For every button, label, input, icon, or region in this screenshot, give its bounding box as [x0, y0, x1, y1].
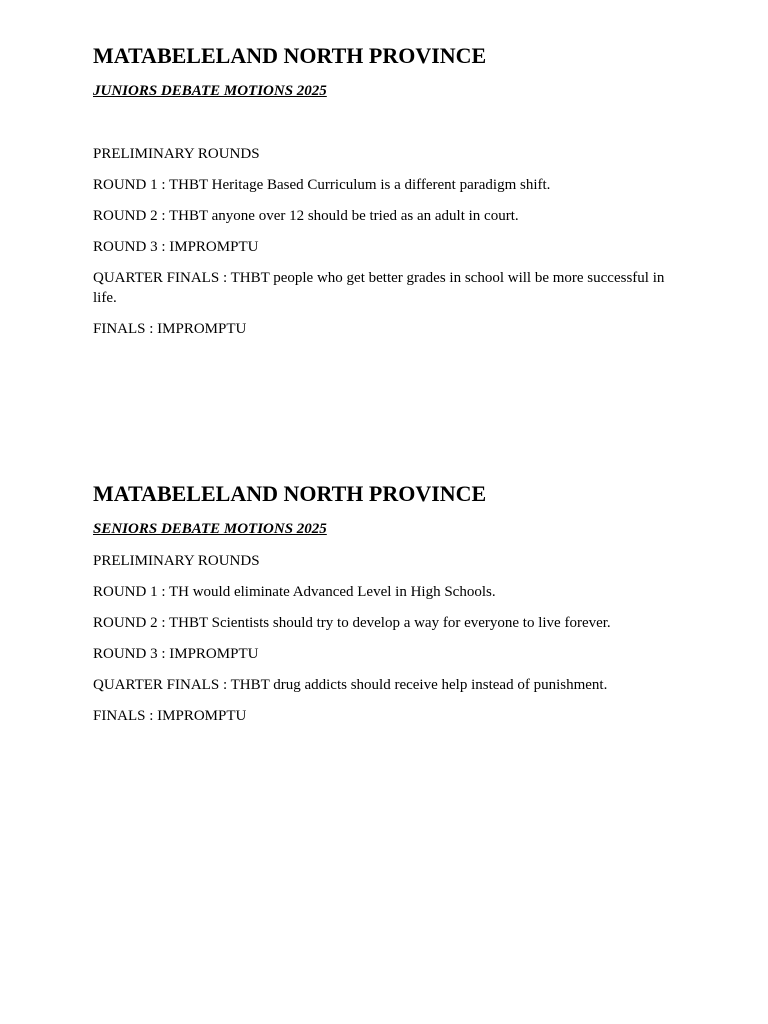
- juniors-motions-subheading: JUNIORS DEBATE MOTIONS 2025: [93, 83, 327, 99]
- finals-motion: FINALS : IMPROMPTU: [93, 321, 247, 337]
- juniors-section: [93, 42, 683, 339]
- round-1-motion: ROUND 1 : THBT Heritage Based Curriculum is a different paradigm shift.: [93, 177, 551, 193]
- round-1-motion: ROUND 1 : TH would eliminate Advanced Level in High Schools.: [93, 584, 496, 600]
- quarter-finals-motion: QUARTER FINALS : THBT drug addicts should receive help instead of punishment.: [93, 677, 608, 693]
- round-2-motion: ROUND 2 : THBT anyone over 12 should be tried as an adult in court.: [93, 208, 519, 224]
- round-3-motion: ROUND 3 : IMPROMPTU: [93, 239, 259, 255]
- seniors-motions-subheading: SENIORS DEBATE MOTIONS 2025: [93, 521, 327, 537]
- finals-motion: FINALS : IMPROMPTU: [93, 708, 247, 724]
- province-heading: MATABELELAND NORTH PROVINCE: [93, 43, 487, 68]
- quarter-finals-motion: QUARTER FINALS : THBT people who get better grades in school will be more successful in life.: [93, 270, 665, 306]
- preliminary-rounds-label: PRELIMINARY ROUNDS: [93, 146, 260, 162]
- seniors-section: [93, 480, 683, 726]
- preliminary-rounds-label: PRELIMINARY ROUNDS: [93, 553, 260, 569]
- province-heading: MATABELELAND NORTH PROVINCE: [93, 481, 487, 506]
- round-2-motion: ROUND 2 : THBT Scientists should try to develop a way for everyone to live forever.: [93, 615, 611, 631]
- round-3-motion: ROUND 3 : IMPROMPTU: [93, 646, 259, 662]
